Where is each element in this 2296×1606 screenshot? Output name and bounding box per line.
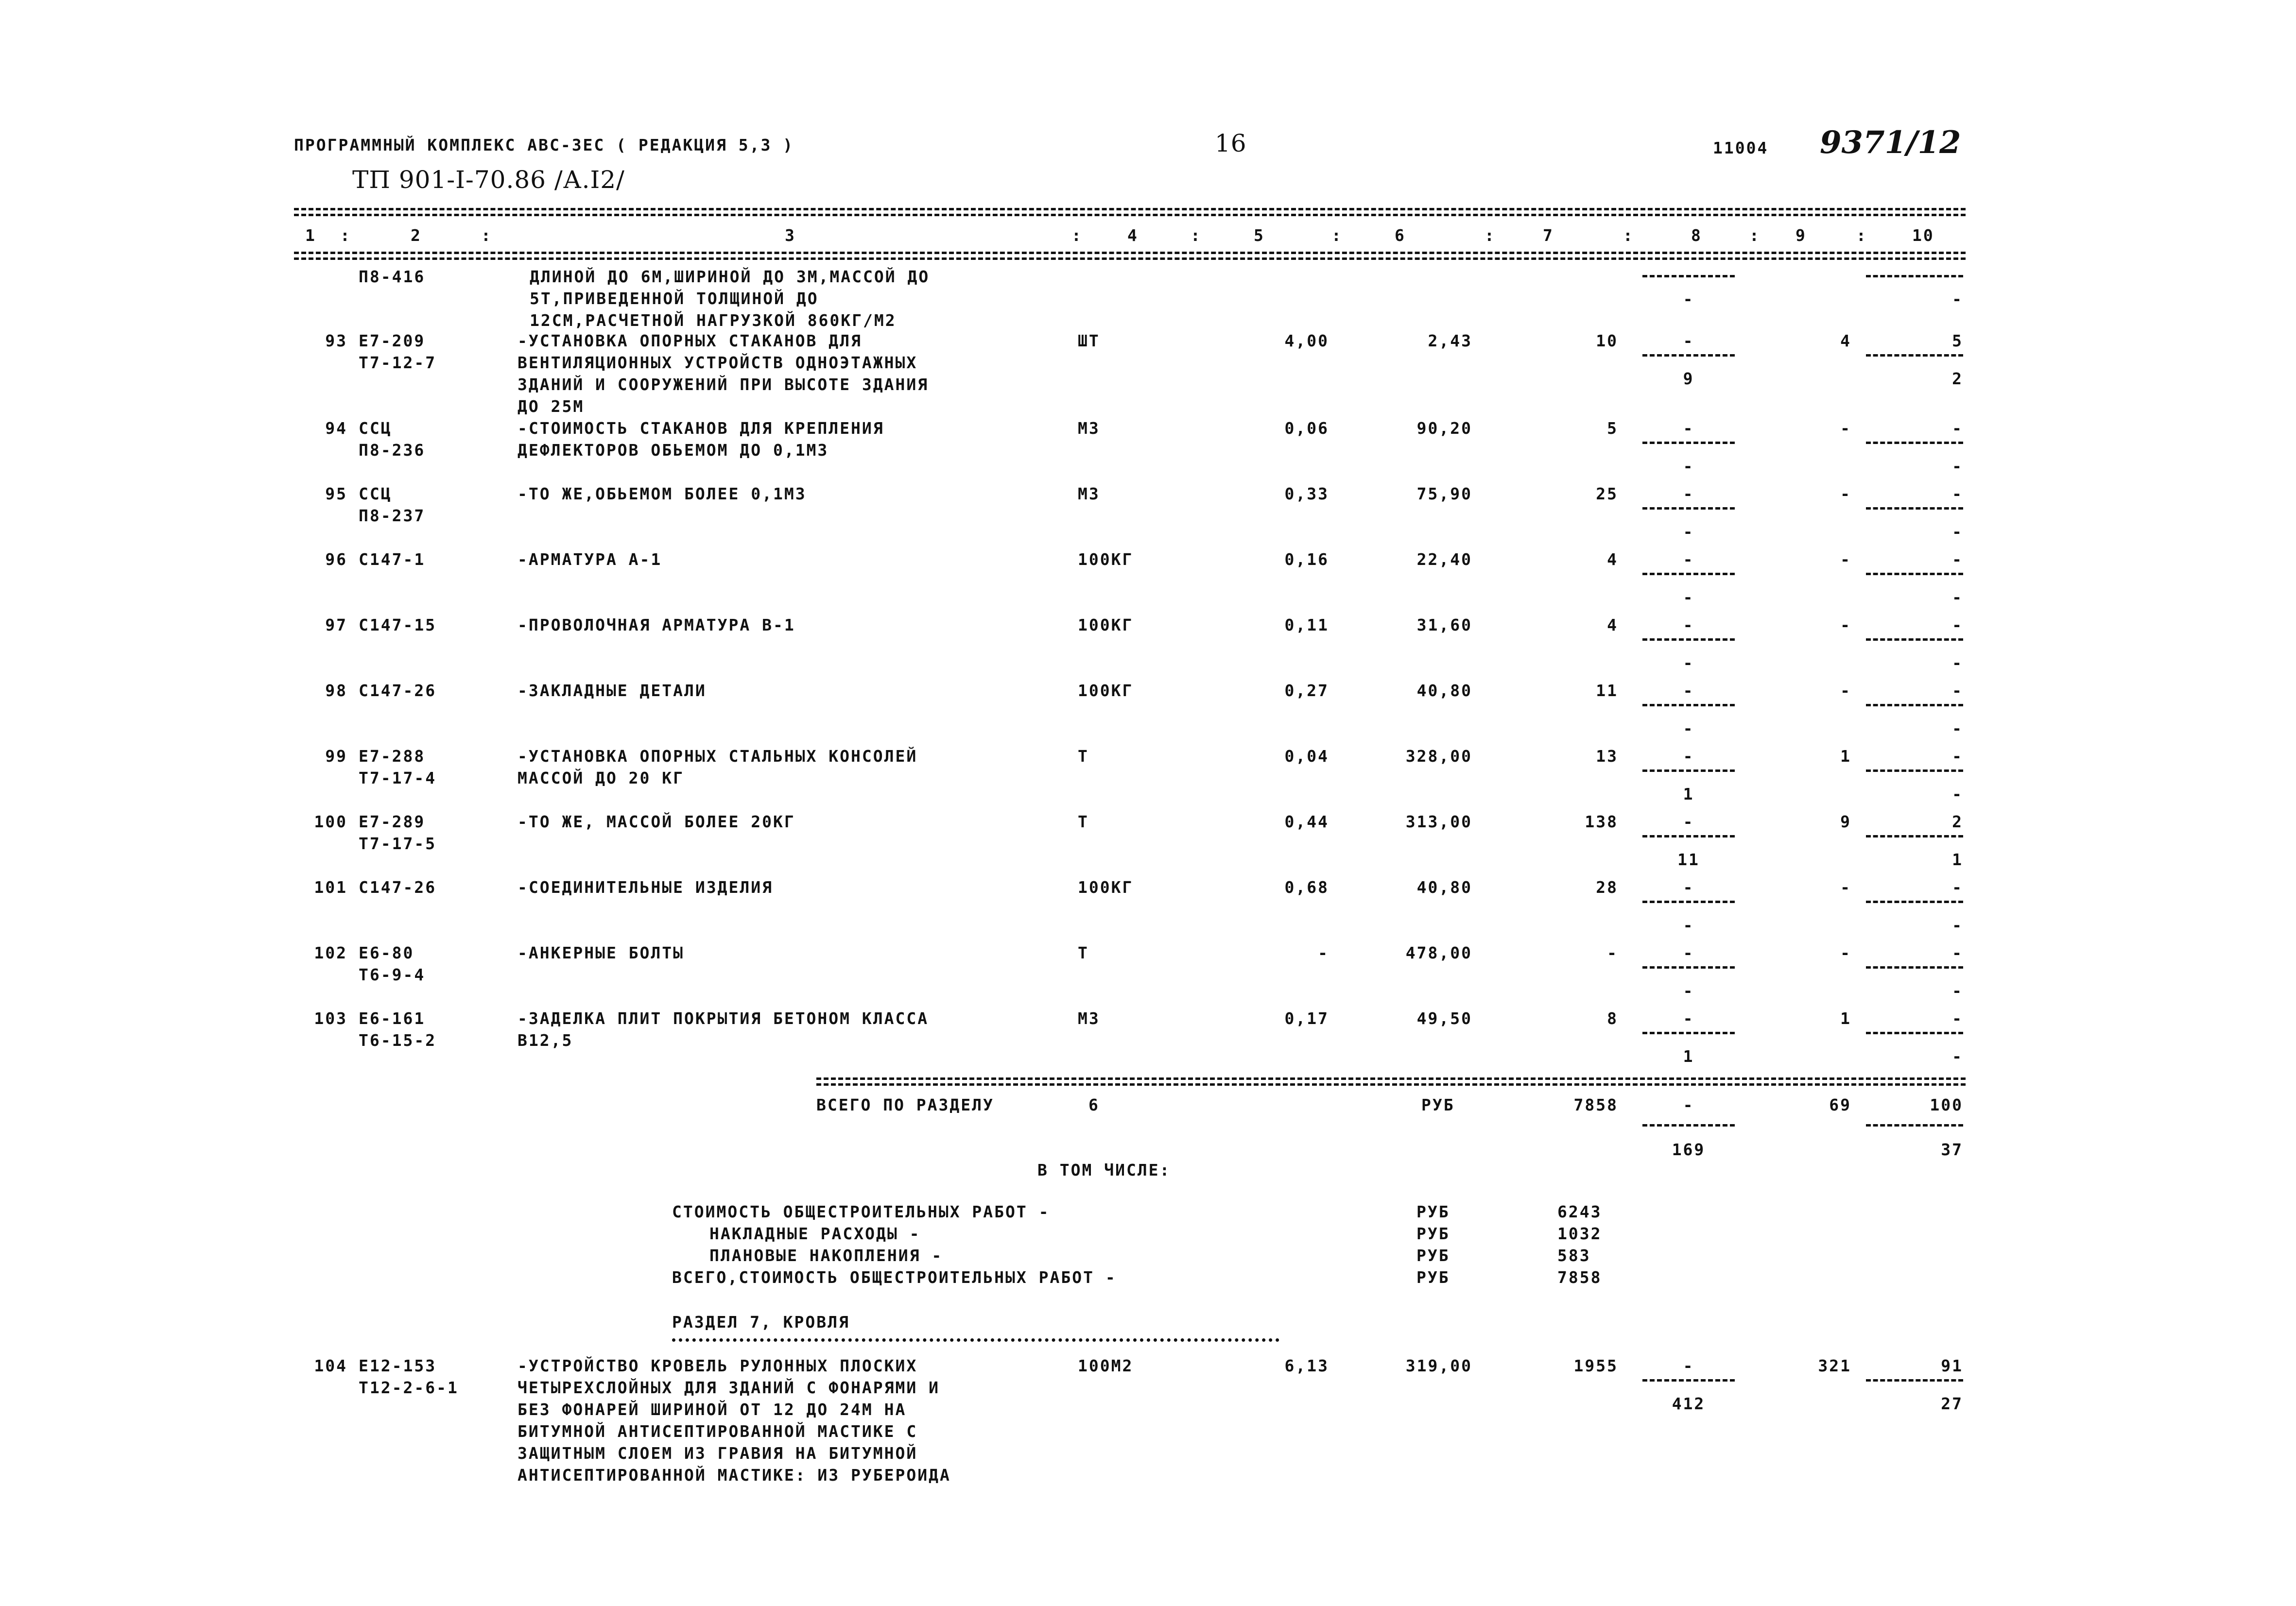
row-0-code: П8-416 [359, 267, 426, 286]
row-104-col10: 91 [1941, 1356, 1963, 1375]
row-99-price: 328,00 [1405, 747, 1472, 766]
row-101-code: С147-26 [359, 878, 437, 897]
row-95-col10: - [1952, 484, 1963, 503]
row-93-desc-line: ДО 25М [518, 397, 585, 416]
row-104-desc-line: БЕЗ ФОНАРЕЙ ШИРИНОЙ ОТ 12 ДО 24М НА [518, 1400, 907, 1419]
row-104-col10-b: 27 [1941, 1394, 1963, 1413]
row-104-desc-line: ЗАЩИТНЫМ СЛОЕМ ИЗ ГРАВИЯ НА БИТУМНОЙ [518, 1444, 918, 1463]
row-97-code: С147-15 [359, 615, 437, 634]
row-98-desc-line: -ЗАКЛАДНЫЕ ДЕТАЛИ [518, 681, 707, 700]
column-separator: : [1191, 226, 1202, 245]
row-99-col10: - [1952, 747, 1963, 766]
row-103-col10-b: - [1952, 1047, 1963, 1066]
row-104-code: Е12-153 [359, 1356, 437, 1375]
row-103-num: 103 [314, 1009, 347, 1028]
row-94-col8: - [1683, 419, 1694, 438]
including-line-label: НАКЛАДНЫЕ РАСХОДЫ - [709, 1224, 921, 1243]
row-99-col8: - [1683, 747, 1694, 766]
row-97-col10: - [1952, 615, 1963, 634]
including-line-label: ВСЕГО,СТОИМОСТЬ ОБЩЕСТРОИТЕЛЬНЫХ РАБОТ - [672, 1268, 1117, 1287]
row-95-qty: 0,33 [1284, 484, 1329, 503]
row-98-col10: - [1952, 681, 1963, 700]
row-0-col10-b: - [1952, 290, 1963, 308]
column-header-3: 3 [785, 226, 796, 245]
row-94-num: 94 [325, 419, 347, 438]
row-100-total: 138 [1585, 812, 1618, 831]
row-104-desc-line: АНТИСЕПТИРОВАННОЙ МАСТИКЕ: ИЗ РУБЕРОИДА [518, 1466, 951, 1485]
row-99-code: Е7-288 [359, 747, 426, 766]
row-100-code: Т7-17-5 [359, 834, 437, 853]
column-separator: : [1856, 226, 1867, 245]
row-98-col8: - [1683, 681, 1694, 700]
rule-total-2 [816, 1083, 1966, 1086]
row-104-total: 1955 [1573, 1356, 1618, 1375]
including-line-label: СТОИМОСТЬ ОБЩЕСТРОИТЕЛЬНЫХ РАБОТ - [672, 1202, 1050, 1221]
row-99-unit: Т [1078, 747, 1089, 766]
row-93-desc-line: -УСТАНОВКА ОПОРНЫХ СТАКАНОВ ДЛЯ [518, 331, 862, 350]
row-103-total: 8 [1607, 1009, 1618, 1028]
row-101-col10-b: - [1952, 916, 1963, 935]
including-line-currency: РУБ [1416, 1268, 1450, 1287]
row-102-num: 102 [314, 943, 347, 962]
row-99-col8-rule [1642, 769, 1735, 772]
column-separator: : [1623, 226, 1634, 245]
row-97-col8-rule [1642, 638, 1735, 641]
row-102-col10: - [1952, 943, 1963, 962]
row-95-col10-rule [1866, 507, 1963, 510]
row-97-col8-b: - [1683, 653, 1694, 672]
row-0-desc-line: 12СМ,РАСЧЕТНОЙ НАГРУЗКОЙ 860КГ/М2 [530, 311, 897, 330]
row-96-col10: - [1952, 550, 1963, 569]
row-99-qty: 0,04 [1284, 747, 1329, 766]
row-95-code: П8-237 [359, 506, 426, 525]
row-103-col8-b: 1 [1683, 1047, 1694, 1066]
row-103-code: Т6-15-2 [359, 1031, 437, 1050]
row-96-col10-b: - [1952, 588, 1963, 607]
row-100-qty: 0,44 [1284, 812, 1329, 831]
row-0-col8-rule [1642, 275, 1735, 277]
row-100-unit: Т [1078, 812, 1089, 831]
column-header-8: 8 [1691, 226, 1702, 245]
row-96-col8: - [1683, 550, 1694, 569]
row-103-col9: 1 [1840, 1009, 1851, 1028]
including-line-value: 583 [1557, 1246, 1591, 1265]
row-96-qty: 0,16 [1284, 550, 1329, 569]
row-96-code: С147-1 [359, 550, 426, 569]
row-99-desc-line: МАССОЙ ДО 20 КГ [518, 769, 685, 787]
row-104-col8-rule [1642, 1379, 1735, 1382]
row-101-col9: - [1840, 878, 1851, 897]
row-102-unit: Т [1078, 943, 1089, 962]
row-93-code: Т7-12-7 [359, 353, 437, 372]
row-95-code: ССЦ [359, 484, 392, 503]
row-102-code: Т6-9-4 [359, 965, 426, 984]
row-98-price: 40,80 [1416, 681, 1472, 700]
section-total-col8: - [1683, 1095, 1694, 1114]
row-98-col10-b: - [1952, 719, 1963, 738]
row-0-desc-line: 5Т,ПРИВЕДЕННОЙ ТОЛЩИНОЙ ДО [530, 289, 819, 308]
rule-top [294, 208, 1966, 210]
including-line-currency: РУБ [1416, 1224, 1450, 1243]
row-100-col10-b: 1 [1952, 850, 1963, 869]
row-100-desc-line: -ТО ЖЕ, МАССОЙ БОЛЕЕ 20КГ [518, 812, 795, 831]
row-103-price: 49,50 [1416, 1009, 1472, 1028]
row-93-price: 2,43 [1428, 331, 1472, 350]
row-93-col8: - [1683, 331, 1694, 350]
column-separator: : [1485, 226, 1496, 245]
row-100-col10: 2 [1952, 812, 1963, 831]
row-97-col10-rule [1866, 638, 1963, 641]
row-103-col8: - [1683, 1009, 1694, 1028]
row-94-desc-line: -СТОИМОСТЬ СТАКАНОВ ДЛЯ КРЕПЛЕНИЯ [518, 419, 884, 438]
row-99-total: 13 [1596, 747, 1618, 766]
row-96-col8-rule [1642, 573, 1735, 575]
section-total-col8-b: 169 [1672, 1140, 1706, 1159]
section-total-sum: 7858 [1573, 1095, 1618, 1114]
row-103-qty: 0,17 [1284, 1009, 1329, 1028]
row-95-desc-line: -ТО ЖЕ,ОБЬЕМОМ БОЛЕЕ 0,1М3 [518, 484, 807, 503]
row-94-col10-b: - [1952, 457, 1963, 476]
row-94-total: 5 [1607, 419, 1618, 438]
row-99-col10-rule [1866, 769, 1963, 772]
row-99-col8-b: 1 [1683, 785, 1694, 803]
row-103-col8-rule [1642, 1032, 1735, 1034]
row-103-desc-line: -ЗАДЕЛКА ПЛИТ ПОКРЫТИЯ БЕТОНОМ КЛАССА [518, 1009, 929, 1028]
row-97-desc-line: -ПРОВОЛОЧНАЯ АРМАТУРА В-1 [518, 615, 795, 634]
rule-top-2 [294, 214, 1966, 216]
rule-header-bottom [294, 252, 1966, 254]
row-98-col10-rule [1866, 704, 1963, 706]
row-102-col8: - [1683, 943, 1694, 962]
row-97-total: 4 [1607, 615, 1618, 634]
row-98-num: 98 [325, 681, 347, 700]
row-93-col10-rule [1866, 354, 1963, 357]
row-104-desc-line: ЧЕТЫРЕХСЛОЙНЫХ ДЛЯ ЗДАНИЙ С ФОНАРЯМИ И [518, 1378, 940, 1397]
row-96-col8-b: - [1683, 588, 1694, 607]
row-104-num: 104 [314, 1356, 347, 1375]
row-98-code: С147-26 [359, 681, 437, 700]
row-101-num: 101 [314, 878, 347, 897]
including-line-value: 1032 [1557, 1224, 1602, 1243]
section-total-col10: 100 [1930, 1095, 1963, 1114]
row-95-col8: - [1683, 484, 1694, 503]
row-100-col8-b: 11 [1677, 850, 1700, 869]
column-header-7: 7 [1543, 226, 1554, 245]
row-93-col10: 5 [1952, 331, 1963, 350]
row-103-col10: - [1952, 1009, 1963, 1028]
row-102-code: Е6-80 [359, 943, 414, 962]
column-separator: : [340, 226, 351, 245]
row-102-col8-b: - [1683, 981, 1694, 1000]
row-101-col10-rule [1866, 901, 1963, 903]
row-102-desc-line: -АНКЕРНЫЕ БОЛТЫ [518, 943, 685, 962]
row-94-col9: - [1840, 419, 1851, 438]
row-99-code: Т7-17-4 [359, 769, 437, 787]
row-102-col10-b: - [1952, 981, 1963, 1000]
row-97-price: 31,60 [1416, 615, 1472, 634]
row-99-num: 99 [325, 747, 347, 766]
row-94-code: ССЦ [359, 419, 392, 438]
row-94-code: П8-236 [359, 441, 426, 460]
sheet-mark: 9371/12 [1820, 124, 1961, 161]
including-line-label: ПЛАНОВЫЕ НАКОПЛЕНИЯ - [709, 1246, 943, 1265]
row-101-col8: - [1683, 878, 1694, 897]
column-header-6: 6 [1395, 226, 1406, 245]
row-95-col9: - [1840, 484, 1851, 503]
row-98-col9: - [1840, 681, 1851, 700]
row-103-col10-rule [1866, 1032, 1963, 1034]
row-101-qty: 0,68 [1284, 878, 1329, 897]
row-104-desc-line: -УСТРОЙСТВО КРОВЕЛЬ РУЛОННЫХ ПЛОСКИХ [518, 1356, 918, 1375]
column-header-2: 2 [411, 226, 422, 245]
row-98-unit: 100КГ [1078, 681, 1134, 700]
row-100-col9: 9 [1840, 812, 1851, 831]
row-95-price: 75,90 [1416, 484, 1472, 503]
row-104-code: Т12-2-6-1 [359, 1378, 459, 1397]
row-96-col9: - [1840, 550, 1851, 569]
row-98-col8-rule [1642, 704, 1735, 706]
row-99-col9: 1 [1840, 747, 1851, 766]
row-95-col10-b: - [1952, 522, 1963, 541]
row-93-total: 10 [1596, 331, 1618, 350]
row-104-price: 319,00 [1405, 1356, 1472, 1375]
row-100-col10-rule [1866, 835, 1963, 837]
row-0-col8-b: - [1683, 290, 1694, 308]
row-100-col8-rule [1642, 835, 1735, 837]
row-100-col8: - [1683, 812, 1694, 831]
row-95-total: 25 [1596, 484, 1618, 503]
section-total-currency: РУБ [1421, 1095, 1455, 1114]
column-separator: : [481, 226, 492, 245]
row-103-desc-line: В12,5 [518, 1031, 573, 1050]
row-101-col10: - [1952, 878, 1963, 897]
program-title: ПРОГРАММНЫЙ КОМПЛЕКС АВС-3ЕС ( РЕДАКЦИЯ 5,3 ) [294, 136, 794, 154]
row-96-col10-rule [1866, 573, 1963, 575]
row-96-total: 4 [1607, 550, 1618, 569]
row-102-col8-rule [1642, 966, 1735, 969]
row-93-col10-b: 2 [1952, 369, 1963, 388]
row-104-col8-b: 412 [1672, 1394, 1706, 1413]
row-93-code: Е7-209 [359, 331, 426, 350]
row-94-desc-line: ДЕФЛЕКТОРОВ ОБЬЕМОМ ДО 0,1М3 [518, 441, 829, 460]
including-line-currency: РУБ [1416, 1246, 1450, 1265]
row-104-desc-line: БИТУМНОЙ АНТИСЕПТИРОВАННОЙ МАСТИКЕ С [518, 1422, 918, 1441]
row-104-col9: 321 [1818, 1356, 1851, 1375]
row-101-col8-b: - [1683, 916, 1694, 935]
column-header-10: 10 [1912, 226, 1934, 245]
row-103-unit: М3 [1078, 1009, 1100, 1028]
row-93-desc-line: ВЕНТИЛЯЦИОННЫХ УСТРОЙСТВ ОДНОЭТАЖНЫХ [518, 353, 918, 372]
row-96-desc-line: -АРМАТУРА А-1 [518, 550, 662, 569]
row-100-price: 313,00 [1405, 812, 1472, 831]
row-98-qty: 0,27 [1284, 681, 1329, 700]
row-96-price: 22,40 [1416, 550, 1472, 569]
row-97-unit: 100КГ [1078, 615, 1134, 634]
row-94-qty: 0,06 [1284, 419, 1329, 438]
row-102-col10-rule [1866, 966, 1963, 969]
row-94-unit: М3 [1078, 419, 1100, 438]
column-separator: : [1331, 226, 1343, 245]
row-101-price: 40,80 [1416, 878, 1472, 897]
including-title: В ТОМ ЧИСЛЕ: [1037, 1161, 1171, 1179]
column-header-5: 5 [1254, 226, 1265, 245]
row-96-unit: 100КГ [1078, 550, 1134, 569]
section-total-label: ВСЕГО ПО РАЗДЕЛУ [816, 1095, 994, 1114]
row-95-num: 95 [325, 484, 347, 503]
row-95-col8-b: - [1683, 522, 1694, 541]
row-93-desc-line: ЗДАНИЙ И СООРУЖЕНИЙ ПРИ ВЫСОТЕ ЗДАНИЯ [518, 375, 929, 394]
row-103-code: Е6-161 [359, 1009, 426, 1028]
row-98-total: 11 [1596, 681, 1618, 700]
row-102-col9: - [1840, 943, 1851, 962]
row-101-col8-rule [1642, 901, 1735, 903]
row-102-price: 478,00 [1405, 943, 1472, 962]
section-total-col9: 69 [1829, 1095, 1851, 1114]
row-102-total: - [1607, 943, 1618, 962]
row-94-col10: - [1952, 419, 1963, 438]
row-93-col9: 4 [1840, 331, 1851, 350]
row-93-col8-b: 9 [1683, 369, 1694, 388]
row-93-unit: ШТ [1078, 331, 1100, 350]
including-line-value: 7858 [1557, 1268, 1602, 1287]
project-code: ТП 901-I-70.86 /А.I2/ [352, 166, 625, 194]
row-0-col10-rule [1866, 275, 1963, 277]
row-96-num: 96 [325, 550, 347, 569]
column-header-9: 9 [1795, 226, 1807, 245]
section7-rule [672, 1338, 1279, 1342]
section7-title: РАЗДЕЛ 7, КРОВЛЯ [672, 1313, 850, 1332]
row-98-col8-b: - [1683, 719, 1694, 738]
page-number: 16 [1215, 129, 1247, 157]
row-97-col9: - [1840, 615, 1851, 634]
row-97-col8: - [1683, 615, 1694, 634]
including-line-value: 6243 [1557, 1202, 1602, 1221]
row-104-qty: 6,13 [1284, 1356, 1329, 1375]
row-99-desc-line: -УСТАНОВКА ОПОРНЫХ СТАЛЬНЫХ КОНСОЛЕЙ [518, 747, 918, 766]
row-101-total: 28 [1596, 878, 1618, 897]
row-93-num: 93 [325, 331, 347, 350]
row-97-col10-b: - [1952, 653, 1963, 672]
column-separator: : [1071, 226, 1083, 245]
section-total-col10-b: 37 [1941, 1140, 1963, 1159]
row-0-desc-line: ДЛИНОЙ ДО 6М,ШИРИНОЙ ДО 3М,МАССОЙ ДО [530, 267, 930, 286]
row-104-col10-rule [1866, 1379, 1963, 1382]
rule-total [816, 1077, 1966, 1080]
column-header-4: 4 [1127, 226, 1139, 245]
row-104-col8: - [1683, 1356, 1694, 1375]
row-104-unit: 100М2 [1078, 1356, 1134, 1375]
row-100-num: 100 [314, 812, 347, 831]
row-95-col8-rule [1642, 507, 1735, 510]
row-101-desc-line: -СОЕДИНИТЕЛЬНЫЕ ИЗДЕЛИЯ [518, 878, 773, 897]
row-94-col8-b: - [1683, 457, 1694, 476]
row-94-col10-rule [1866, 442, 1963, 444]
section-total-section: 6 [1088, 1095, 1100, 1114]
section-total-col10-rule [1866, 1124, 1963, 1127]
row-101-unit: 100КГ [1078, 878, 1134, 897]
row-99-col10-b: - [1952, 785, 1963, 803]
row-94-price: 90,20 [1416, 419, 1472, 438]
section-total-col8-rule [1642, 1124, 1735, 1127]
row-93-col8-rule [1642, 354, 1735, 357]
rule-header-bottom-2 [294, 257, 1966, 260]
row-97-qty: 0,11 [1284, 615, 1329, 634]
row-100-code: Е7-289 [359, 812, 426, 831]
row-97-num: 97 [325, 615, 347, 634]
column-separator: : [1749, 226, 1761, 245]
document-code: 11004 [1713, 138, 1769, 157]
row-102-qty: - [1318, 943, 1329, 962]
row-93-qty: 4,00 [1284, 331, 1329, 350]
row-95-unit: М3 [1078, 484, 1100, 503]
row-94-col8-rule [1642, 442, 1735, 444]
column-header-1: 1 [305, 226, 316, 245]
including-line-currency: РУБ [1416, 1202, 1450, 1221]
